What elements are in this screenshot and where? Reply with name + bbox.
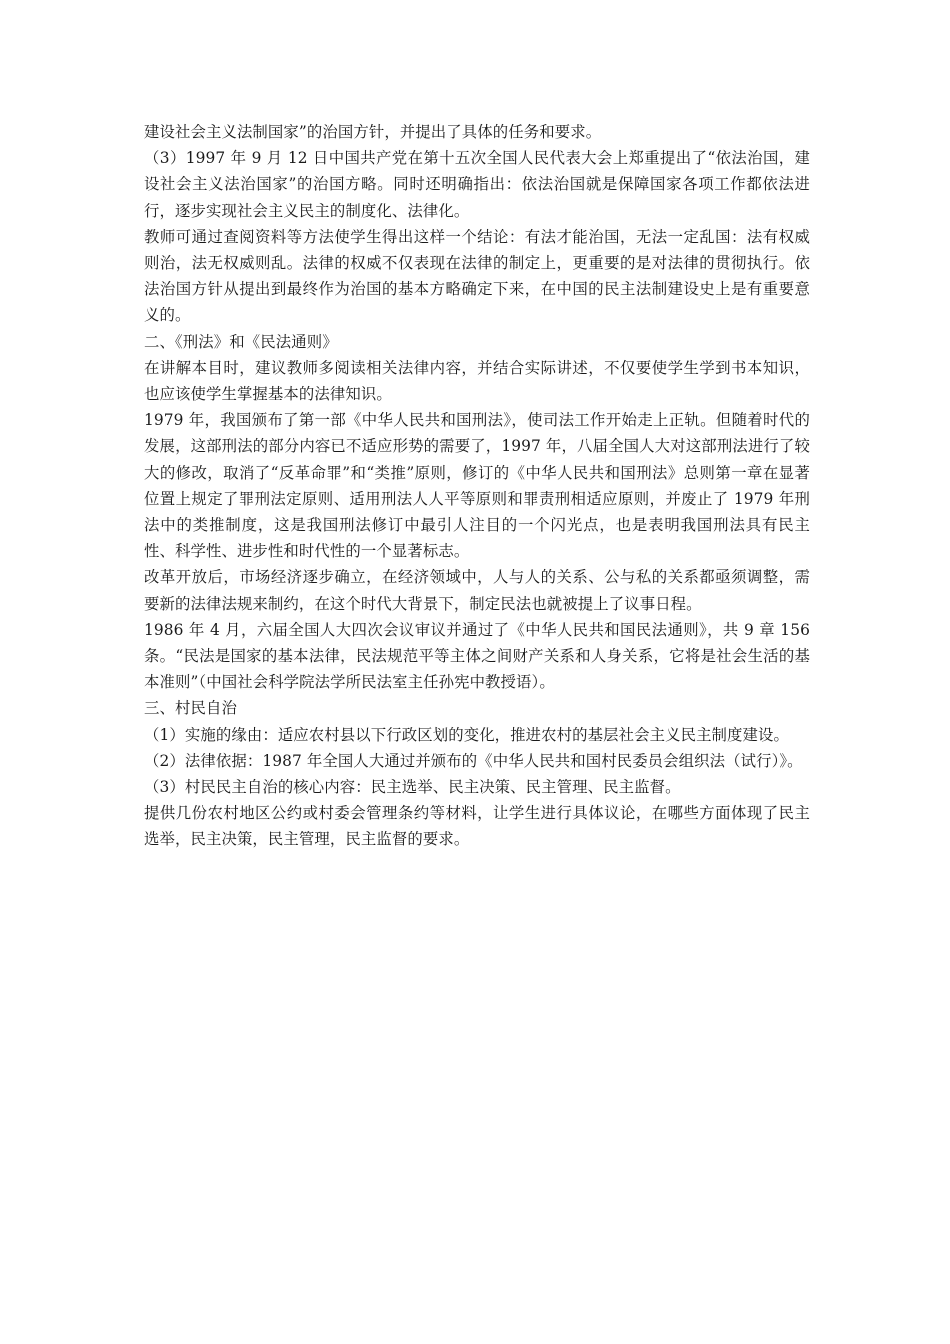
- paragraph-criminal-law-1979: 1979 年，我国颁布了第一部《中华人民共和国刑法》，使司法工作开始走上正轨。但随着时代的发展，这部刑法的部分内容已不适应形势的需要了，1997 年，八届全国人大对这部刑法进行了较大的修改，取消了“反革命罪”和“类推”原则，修订的《中华人民共和国刑法》总则第一章在显著位置上规定了罪刑法定原则、适用刑法人人平等原则和罪责刑相适应原则，并废止了 1979 年刑法中的类推制度，这是我国刑法修订中最引人注目的一个闪光点，也是表明我国刑法具有民主性、科学性、进步性和时代性的一个显著标志。: [144, 411, 810, 561]
- section-heading-villager-autonomy: 三、村民自治: [144, 699, 237, 718]
- document-body: [144, 119, 810, 853]
- paragraph-teaching-advice: 在讲解本目时，建议教师多阅读相关法律内容，并结合实际讲述，不仅要使学生学到书本知识，也应该使学生掌握基本的法律知识。: [144, 358, 810, 404]
- paragraph-discussion: 提供几份农村地区公约或村委会管理条约等材料，让学生进行具体议论，在哪些方面体现了民主选举，民主决策，民主管理，民主监督的要求。: [144, 804, 810, 849]
- paragraph-reform-civil-law: 改革开放后，市场经济逐步确立，在经济领域中，人与人的关系、公与私的关系都亟须调整，需要新的法律法规来制约，在这个时代大背景下，制定民法也就被提上了议事日程。: [144, 568, 810, 613]
- section-heading-criminal-civil-law: 二、《刑法》和《民法通则》: [144, 332, 338, 351]
- paragraph-item-3-1997: （3）1997 年 9 月 12 日中国共产党在第十五次全国人民代表大会上郑重提出了“依法治国，建设社会主义法治国家”的治国方略。同时还明确指出：依法治国就是保障国家各项工作都依法进行，逐步实现社会主义民主的制度化、法律化。: [144, 149, 810, 220]
- paragraph-civil-law-1986: 1986 年 4 月，六届全国人大四次会议审议并通过了《中华人民共和国民法通则》，共 9 章 156 条。“民法是国家的基本法律，民法规范平等主体之间财产关系和人身关系，它将是社会生活的基本准则”（中国社会科学院法学所民法室主任孙宪中教授语）。: [144, 620, 810, 692]
- paragraph-reason: （1）实施的缘由：适应农村县以下行政区划的变化，推进农村的基层社会主义民主制度建设。: [144, 725, 790, 744]
- paragraph-continuation: 建设社会主义法制国家”的治国方针，并提出了具体的任务和要求。: [144, 123, 602, 141]
- paragraph-teacher-conclusion: 教师可通过查阅资料等方法使学生得出这样一个结论：有法才能治国，无法一定乱国：法有权威则治，法无权威则乱。法律的权威不仅表现在法律的制定上，更重要的是对法律的贯彻执行。依法治国方针从提出到最终作为治国的基本方略确定下来，在中国的民主法制建设史上是有重要意义的。: [144, 227, 810, 325]
- paragraph-core-content: （3）村民民主自治的核心内容：民主选举、民主决策、民主管理、民主监督。: [144, 778, 681, 797]
- paragraph-legal-basis: （2）法律依据：1987 年全国人大通过并颁布的《中华人民共和国村民委员会组织法（试行）》。: [144, 751, 803, 770]
